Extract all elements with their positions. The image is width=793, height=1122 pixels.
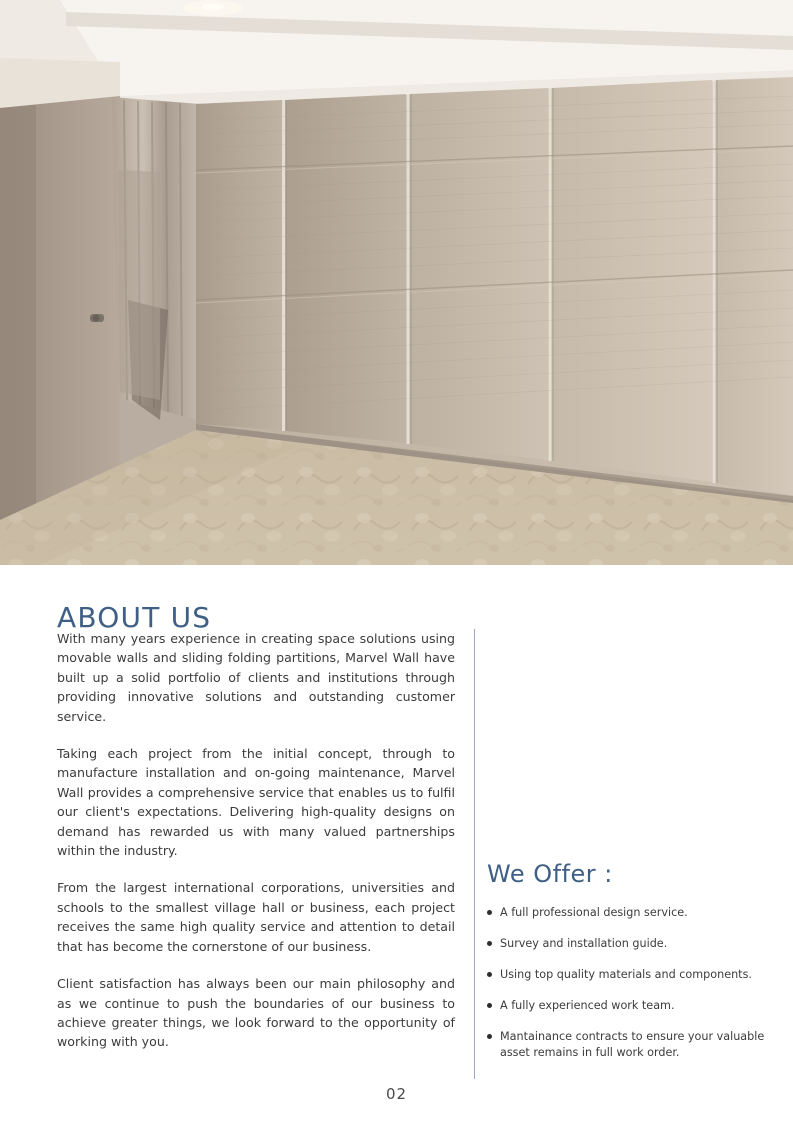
about-text-column bbox=[57, 629, 455, 1052]
list-item-label: Mantainance contracts to ensure your valuable asset remains in full work order. bbox=[500, 1030, 765, 1059]
column-divider bbox=[474, 629, 475, 1079]
list-item bbox=[487, 967, 777, 983]
about-section bbox=[0, 565, 793, 1122]
list-item bbox=[487, 936, 777, 952]
bullet-icon bbox=[487, 972, 492, 977]
bullet-icon bbox=[487, 910, 492, 915]
list-item-label: A full professional design service. bbox=[500, 906, 688, 919]
we-offer-title: We Offer : bbox=[487, 860, 613, 888]
about-paragraph-4: Client satisfaction has always been our main philosophy and as we continue to push the boundaries of our business to achieve greater things, we look forward to the opportunity of working with you. bbox=[57, 976, 455, 1050]
list-item bbox=[487, 998, 777, 1014]
list-item-label: Survey and installation guide. bbox=[500, 937, 668, 950]
list-item bbox=[487, 905, 777, 921]
bullet-icon bbox=[487, 1034, 492, 1039]
about-paragraph-2: Taking each project from the initial concept, through to manufacture installation and on-going maintenance, Marvel Wall provides a comprehensive service that enables us to fulfil our client's expectations. Delivering high-quality designs on demand has rewarded us with many valued partnerships within the industry. bbox=[57, 746, 455, 859]
we-offer-column bbox=[487, 860, 777, 1076]
page-title: ABOUT US bbox=[57, 600, 212, 634]
page-number: 02 bbox=[385, 1085, 408, 1103]
we-offer-list bbox=[487, 905, 777, 1061]
bullet-icon bbox=[487, 941, 492, 946]
bullet-icon bbox=[487, 1003, 492, 1008]
about-paragraph-1: With many years experience in creating space solutions using movable walls and sliding folding partitions, Marvel Wall have built up a solid portfolio of clients and institutions through providing innovative solutions and outstanding customer service. bbox=[57, 631, 455, 724]
list-item bbox=[487, 1029, 777, 1061]
list-item-label: Using top quality materials and components. bbox=[500, 968, 752, 981]
list-item-label: A fully experienced work team. bbox=[500, 999, 675, 1012]
about-paragraph-3: From the largest international corporations, universities and schools to the smallest village hall or business, each project receives the same high quality service and attention to detail that has become the cornerstone of our business. bbox=[57, 880, 455, 954]
